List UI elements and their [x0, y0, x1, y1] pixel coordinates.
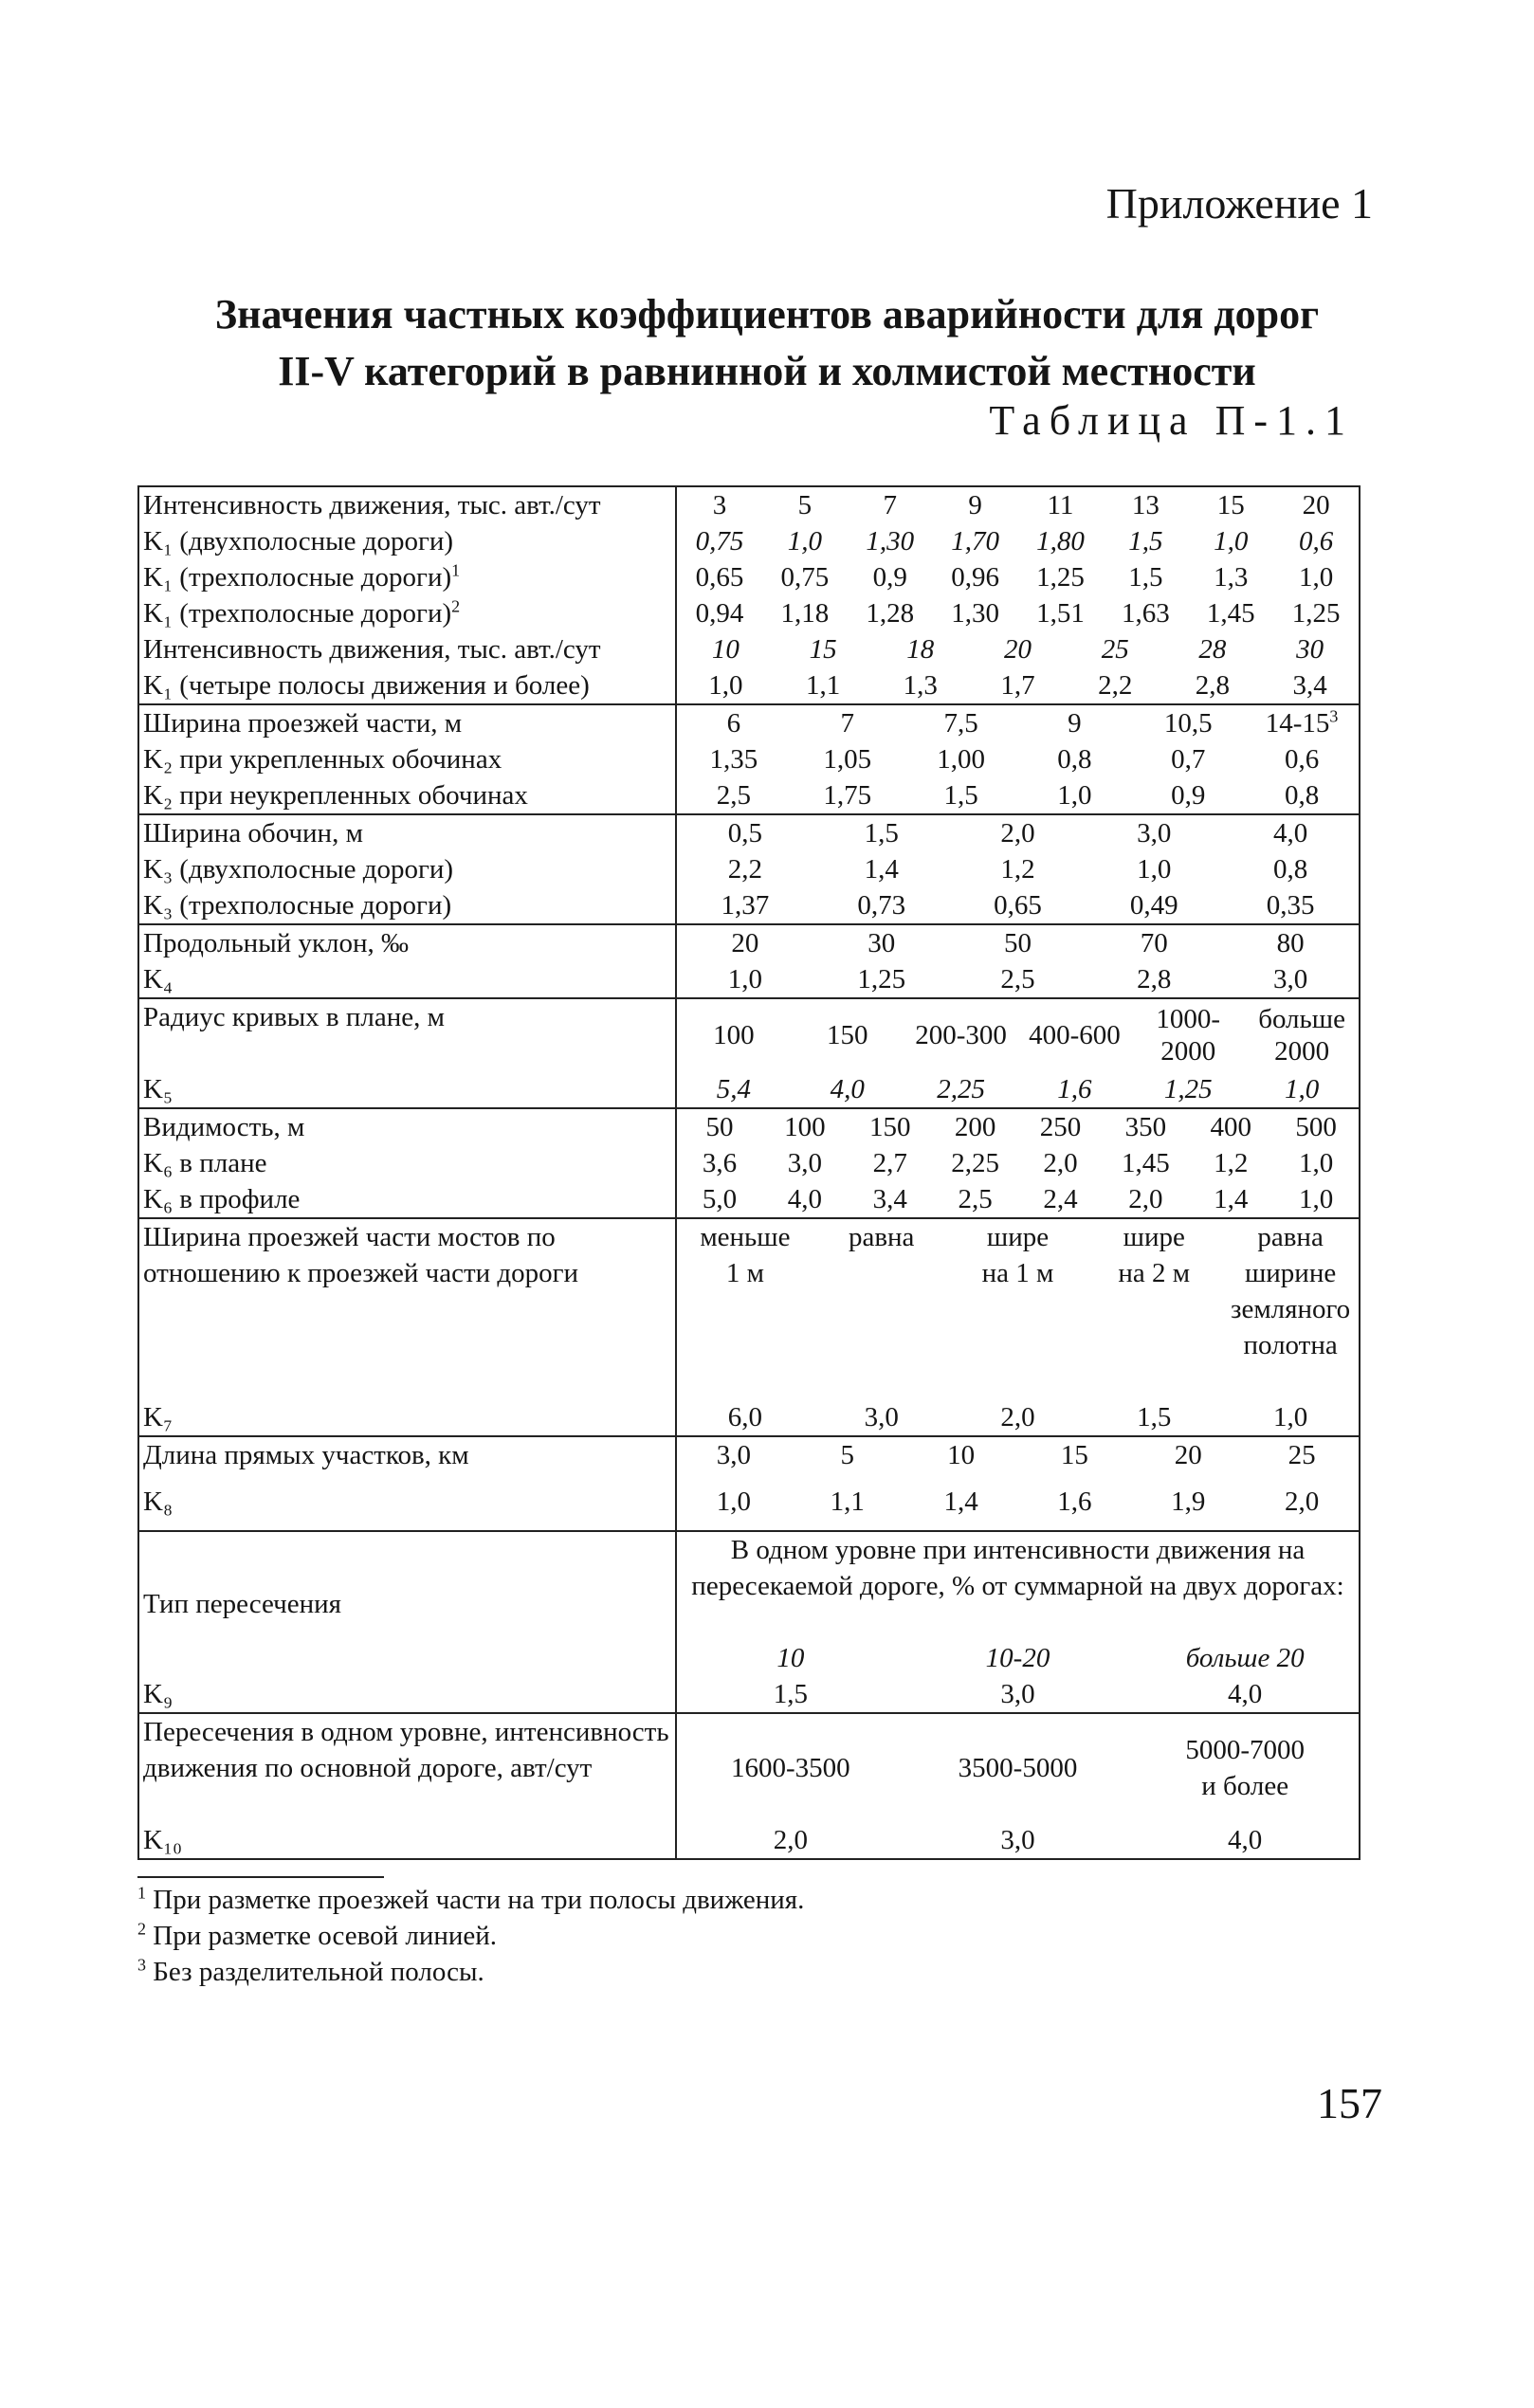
- table-cell: 5: [840, 1440, 854, 1470]
- row-label: K₃ (трехполосные дороги): [143, 890, 452, 921]
- table-cell: 350: [1124, 1112, 1167, 1142]
- table-cell: 1600-3500: [730, 1753, 850, 1783]
- section-labels: [138, 1108, 676, 1218]
- table-cell: 1,7: [1000, 670, 1035, 701]
- table-cell: 1,4: [864, 854, 899, 885]
- table-cell: 15: [1216, 490, 1245, 520]
- table-cell: 0,49: [1129, 890, 1178, 921]
- table-cell: 1,25: [1291, 598, 1341, 629]
- table-cell: 10-20: [985, 1643, 1050, 1673]
- values-row: [677, 1473, 1359, 1530]
- table-cell: 5,0: [702, 1184, 738, 1214]
- section-k4: [138, 924, 1360, 998]
- table-cell: равна ширине земляного полотна: [1231, 1222, 1351, 1360]
- values-row: [677, 523, 1359, 559]
- table-cell: 100: [713, 1020, 755, 1050]
- table-cell: 0,75: [780, 562, 830, 593]
- row-label: K₆ в плане: [143, 1148, 267, 1178]
- row-label: K₄: [143, 964, 173, 994]
- table-cell: 1,28: [866, 598, 915, 629]
- table-cell: 2,0: [1284, 1487, 1320, 1517]
- table-cell: 1,6: [1057, 1074, 1092, 1104]
- values-row: [677, 595, 1359, 631]
- table-cell: 9: [1068, 708, 1082, 739]
- table-cell: 1,0: [1214, 526, 1249, 556]
- table-cell: шире на 2 м: [1118, 1222, 1191, 1288]
- values-row: [677, 1145, 1359, 1181]
- table-cell: 1,0: [1057, 780, 1092, 811]
- table-cell: 2,0: [1128, 1184, 1163, 1214]
- section-k10: [138, 1713, 1360, 1859]
- table-cell: 3,6: [702, 1148, 738, 1178]
- table-cell: 1,4: [943, 1487, 978, 1517]
- table-cell: 10: [711, 634, 740, 665]
- table-cell: 1,25: [1036, 562, 1085, 593]
- row-label: K₈: [143, 1487, 173, 1517]
- table-cell: больше 2000: [1258, 1004, 1345, 1067]
- values-row: [677, 559, 1359, 595]
- table-cell: 2,25: [937, 1074, 985, 1104]
- table-cell: 1,37: [721, 890, 770, 921]
- table-cell: 0,35: [1266, 890, 1315, 921]
- table-cell: 1,05: [823, 744, 872, 775]
- table-cell: 5: [797, 490, 813, 520]
- table-cell: 500: [1295, 1112, 1337, 1142]
- table-cell: 1,45: [1206, 598, 1255, 629]
- row-label: отношению к проезжей части дороги: [143, 1258, 579, 1288]
- table-cell: 0,96: [951, 562, 999, 593]
- row-label: K₂ при неукрепленных обочинах: [143, 780, 528, 811]
- values-row: [677, 1437, 1359, 1473]
- row-label: K₇: [143, 1402, 173, 1432]
- table-cell: 10: [947, 1440, 976, 1470]
- table-cell: 10,5: [1163, 708, 1213, 739]
- table-cell: 6: [726, 708, 741, 739]
- values-row: [677, 1399, 1359, 1435]
- table-cell: 1,5: [773, 1679, 808, 1709]
- values-row: [677, 961, 1359, 997]
- section-values: [676, 1531, 1360, 1713]
- intersection-caption: В одном уровне при интенсивности движения на пересекаемой дороге, % от суммарной на двух дорогах:: [691, 1535, 1344, 1601]
- table-cell: $14-15^3$: [1265, 706, 1339, 739]
- table-cell: 28: [1198, 634, 1227, 665]
- table-cell: 1,70: [951, 526, 999, 556]
- section-values: [676, 1218, 1360, 1436]
- section-labels: [138, 704, 676, 814]
- row-label: Интенсивность движения, тыс. авт./сут: [143, 490, 601, 520]
- values-row: [677, 1071, 1359, 1107]
- table-cell: 1,25: [1163, 1074, 1213, 1104]
- table-cell: 1,3: [1214, 562, 1249, 593]
- row-label: Радиус кривых в плане, м: [143, 1002, 445, 1032]
- row-label: Длина прямых участков, км: [143, 1440, 469, 1470]
- table-cell: 2,5: [716, 780, 752, 811]
- table-cell: 1,30: [951, 598, 999, 629]
- section-k3: [138, 814, 1360, 924]
- table-cell: 0,6: [1284, 744, 1320, 775]
- table-cell: 250: [1039, 1112, 1082, 1142]
- appendix-label: Приложение 1: [1105, 179, 1373, 228]
- table-cell: 9: [968, 490, 982, 520]
- section-k6: [138, 1108, 1360, 1218]
- table-cell: 1,35: [709, 744, 758, 775]
- table-cell: 3,0: [787, 1148, 822, 1178]
- table-cell: 0,9: [1171, 780, 1206, 811]
- table-cell: 1,45: [1121, 1148, 1170, 1178]
- table-cell: 15: [809, 634, 837, 665]
- row-label: Пересечения в одном уровне, интенсивность движения по основной дороге, авт/сут: [143, 1717, 669, 1783]
- table-cell: 30: [1296, 634, 1324, 665]
- table-cell: 4,0: [1228, 1825, 1263, 1855]
- table-cell: 0,75: [695, 526, 744, 556]
- table-cell: 70: [1140, 928, 1168, 958]
- table-cell: 7,5: [943, 708, 978, 739]
- table-cell: 2,0: [1043, 1148, 1078, 1178]
- table-cell: 4,0: [830, 1074, 865, 1104]
- table-cell: 0,8: [1272, 854, 1308, 885]
- section-values: [676, 998, 1360, 1108]
- table-title: [114, 286, 1420, 400]
- table-cell: 1,0: [787, 526, 822, 556]
- table-cell: 1,3: [903, 670, 938, 701]
- table-cell: 400-600: [1029, 1020, 1121, 1050]
- values-row: [677, 1822, 1359, 1858]
- table-cell: 100: [784, 1112, 826, 1142]
- values-row: [677, 1676, 1359, 1712]
- section-values: [676, 486, 1360, 704]
- table-cell: 150: [868, 1112, 911, 1142]
- values-row: [677, 705, 1359, 741]
- table-cell: 1,1: [830, 1487, 865, 1517]
- table-cell: 7: [883, 490, 897, 520]
- table-cell: 2,2: [727, 854, 763, 885]
- section-values: [676, 1436, 1360, 1531]
- table-cell: больше 20: [1185, 1643, 1305, 1673]
- table-cell: 1,0: [1298, 1184, 1334, 1214]
- table-cell: 1,0: [1298, 1148, 1334, 1178]
- table-cell: 15: [1060, 1440, 1088, 1470]
- table-cell: 1,2: [1000, 854, 1035, 885]
- table-cell: 3,0: [716, 1440, 752, 1470]
- table-cell: 0,5: [727, 818, 763, 848]
- section-k1: [138, 486, 1360, 704]
- table-cell: 1,2: [1214, 1148, 1249, 1178]
- section-values: [676, 1713, 1360, 1859]
- table-cell: 0,6: [1298, 526, 1334, 556]
- row-label: K₁ (трехполосные дороги)$^2$: [143, 596, 461, 629]
- row-label: K₆ в профиле: [143, 1184, 301, 1214]
- row-label: K₅: [143, 1074, 173, 1104]
- title-line-1: Значения частных коэффициентов аварийности для дорог: [214, 291, 1320, 337]
- row-label: K₁₀: [143, 1825, 183, 1855]
- table-cell: 0,8: [1284, 780, 1320, 811]
- values-row: [677, 1181, 1359, 1217]
- values-row: [677, 1640, 1359, 1676]
- row-label: Продольный уклон, ‰: [143, 928, 410, 958]
- values-row: [677, 1714, 1359, 1822]
- table-cell: 50: [705, 1112, 734, 1142]
- table-cell: 1,5: [1128, 526, 1163, 556]
- section-labels: [138, 998, 676, 1108]
- values-row: [677, 777, 1359, 813]
- section-labels: [138, 1436, 676, 1531]
- table-cell: 2,5: [958, 1184, 993, 1214]
- values-row: [677, 631, 1359, 667]
- table-cell: 200-300: [915, 1020, 1007, 1050]
- table-cell: 11: [1047, 490, 1074, 520]
- section-labels: [138, 924, 676, 998]
- table-cell: 1,25: [857, 964, 906, 994]
- section-values: [676, 924, 1360, 998]
- table-cell: 3,0: [1272, 964, 1308, 994]
- footnote-3: $^3$ Без разделительной полосы.: [137, 1955, 484, 1987]
- table-cell: 3,0: [864, 1402, 899, 1432]
- table-cell: 6,0: [727, 1402, 763, 1432]
- row-label: K₂ при укрепленных обочинах: [143, 744, 502, 775]
- table-cell: 2,25: [951, 1148, 999, 1178]
- table-cell: 1,9: [1171, 1487, 1206, 1517]
- table-cell: 1,00: [937, 744, 985, 775]
- row-label: Ширина проезжей части, м: [143, 708, 463, 739]
- table-cell: 1,18: [780, 598, 830, 629]
- table-cell: 1,75: [823, 780, 872, 811]
- table-cell: 1,0: [708, 670, 743, 701]
- row-label: K₁ (четыре полосы движения и более): [143, 670, 590, 701]
- table-cell: 18: [906, 634, 935, 665]
- table-cell: 1,80: [1036, 526, 1085, 556]
- section-k8: [138, 1436, 1360, 1531]
- table-cell: 0,65: [994, 890, 1042, 921]
- section-k2: [138, 704, 1360, 814]
- table-cell: 1,5: [1137, 1402, 1172, 1432]
- section-labels: [138, 814, 676, 924]
- table-cell: 2,0: [1000, 818, 1035, 848]
- row-label: Ширина обочин, м: [143, 818, 363, 848]
- footnote-2: $^2$ При разметке осевой линией.: [137, 1919, 498, 1951]
- row-label: K₃ (двухполосные дороги): [143, 854, 454, 885]
- row-label: Интенсивность движения, тыс. авт./сут: [143, 634, 601, 665]
- title-line-2: II-V категорий в равнинной и холмистой местности: [278, 348, 1256, 394]
- table-cell: 50: [1003, 928, 1032, 958]
- values-row: [677, 1219, 1359, 1399]
- section-values: [676, 1108, 1360, 1218]
- table-cell: 3,4: [1292, 670, 1327, 701]
- table-cell: 1,5: [864, 818, 899, 848]
- values-row: [677, 887, 1359, 923]
- table-cell: 1,4: [1214, 1184, 1249, 1214]
- table-cell: 1,0: [1298, 562, 1334, 593]
- row-label: K₉: [143, 1679, 173, 1709]
- table-cell: 3,0: [1137, 818, 1172, 848]
- row-label: K₁ (трехполосные дороги)$^1$: [143, 560, 461, 593]
- row-label: K₁ (двухполосные дороги): [143, 526, 454, 556]
- table-cell: 25: [1101, 634, 1129, 665]
- table-cell: 3: [712, 490, 727, 520]
- table-cell: 1,0: [716, 1487, 752, 1517]
- section-k5: [138, 998, 1360, 1108]
- table-cell: 20: [1174, 1440, 1202, 1470]
- values-row: [677, 1109, 1359, 1145]
- footnote-1: $^1$ При разметке проезжей части на три полосы движения.: [137, 1883, 805, 1915]
- table-cell: 30: [867, 928, 896, 958]
- table-cell: 3,4: [872, 1184, 907, 1214]
- section-k9: [138, 1531, 1360, 1713]
- section-labels: [138, 1713, 676, 1859]
- table-cell: 3,0: [1000, 1825, 1035, 1855]
- table-cell: 1,1: [805, 670, 841, 701]
- table-cell: 1,63: [1121, 598, 1170, 629]
- table-cell: 0,7: [1171, 744, 1206, 775]
- table-cell: 3500-5000: [958, 1753, 1078, 1783]
- table-cell: 1,51: [1036, 598, 1085, 629]
- table-cell: 0,65: [695, 562, 744, 593]
- table-cell: равна: [848, 1222, 915, 1252]
- table-cell: 1,30: [866, 526, 915, 556]
- table-cell: 2,8: [1195, 670, 1231, 701]
- table-cell: 0,9: [872, 562, 907, 593]
- table-cell: 1,5: [1128, 562, 1163, 593]
- table-cell: 2,2: [1098, 670, 1133, 701]
- table-cell: 1,0: [727, 964, 763, 994]
- table-cell: 1,5: [943, 780, 978, 811]
- footnotes: [137, 1882, 804, 1990]
- values-row: [677, 999, 1359, 1071]
- coefficients-table: [137, 485, 1361, 1860]
- table-cell: 4,0: [1272, 818, 1308, 848]
- table-cell: 2,0: [1000, 1402, 1035, 1432]
- section-labels: [138, 486, 676, 704]
- table-cell: 0,8: [1057, 744, 1092, 775]
- section-labels: [138, 1218, 676, 1436]
- table-cell: 1,0: [1272, 1402, 1308, 1432]
- table-cell: 10: [776, 1643, 805, 1673]
- table-cell: 5,4: [716, 1074, 752, 1104]
- table-cell: 7: [840, 708, 854, 739]
- values-row: [677, 741, 1359, 777]
- table-cell: 0,94: [695, 598, 744, 629]
- table-cell: 20: [1003, 634, 1032, 665]
- table-cell: 2,4: [1043, 1184, 1078, 1214]
- table-cell: 0,73: [857, 890, 906, 921]
- row-label: Тип пересечения: [143, 1589, 341, 1619]
- row-label: Видимость, м: [143, 1112, 305, 1142]
- row-label: Ширина проезжей части мостов по: [143, 1222, 556, 1252]
- table-cell: 4,0: [1228, 1679, 1263, 1709]
- table-cell: 5000-7000 и более: [1185, 1735, 1305, 1801]
- values-row: [677, 925, 1359, 961]
- values-row: [677, 815, 1359, 851]
- table-cell: 2,0: [773, 1825, 808, 1855]
- table-cell: 400: [1210, 1112, 1251, 1142]
- section-labels: [138, 1531, 676, 1713]
- page-number: 157: [1317, 2079, 1382, 2127]
- table-cell: 80: [1276, 928, 1305, 958]
- table-cell: 25: [1287, 1440, 1316, 1470]
- section-k7: [138, 1218, 1360, 1436]
- values-row: [677, 851, 1359, 887]
- table-cell: 2,5: [1000, 964, 1035, 994]
- table-number: Таблица П-1.1: [989, 397, 1354, 444]
- table-cell: 3,0: [1000, 1679, 1035, 1709]
- values-row: [677, 667, 1359, 703]
- table-cell: 1,6: [1057, 1487, 1092, 1517]
- section-values: [676, 704, 1360, 814]
- table-cell: 20: [1302, 490, 1330, 520]
- footnote-divider: [137, 1876, 384, 1878]
- table-cell: шире на 1 м: [981, 1222, 1054, 1288]
- table-cell: 1,0: [1284, 1074, 1320, 1104]
- section-values: [676, 814, 1360, 924]
- table-cell: 4,0: [787, 1184, 822, 1214]
- table-cell: меньше 1 м: [700, 1222, 791, 1288]
- table-cell: 2,8: [1137, 964, 1172, 994]
- values-row: [677, 487, 1359, 523]
- table-cell: 1,0: [1137, 854, 1172, 885]
- table-cell: 1000- 2000: [1156, 1004, 1221, 1067]
- table-cell: 200: [954, 1112, 996, 1142]
- table-cell: 2,7: [872, 1148, 907, 1178]
- table-cell: 13: [1131, 490, 1160, 520]
- table-cell: 150: [826, 1020, 868, 1050]
- table-cell: 20: [731, 928, 759, 958]
